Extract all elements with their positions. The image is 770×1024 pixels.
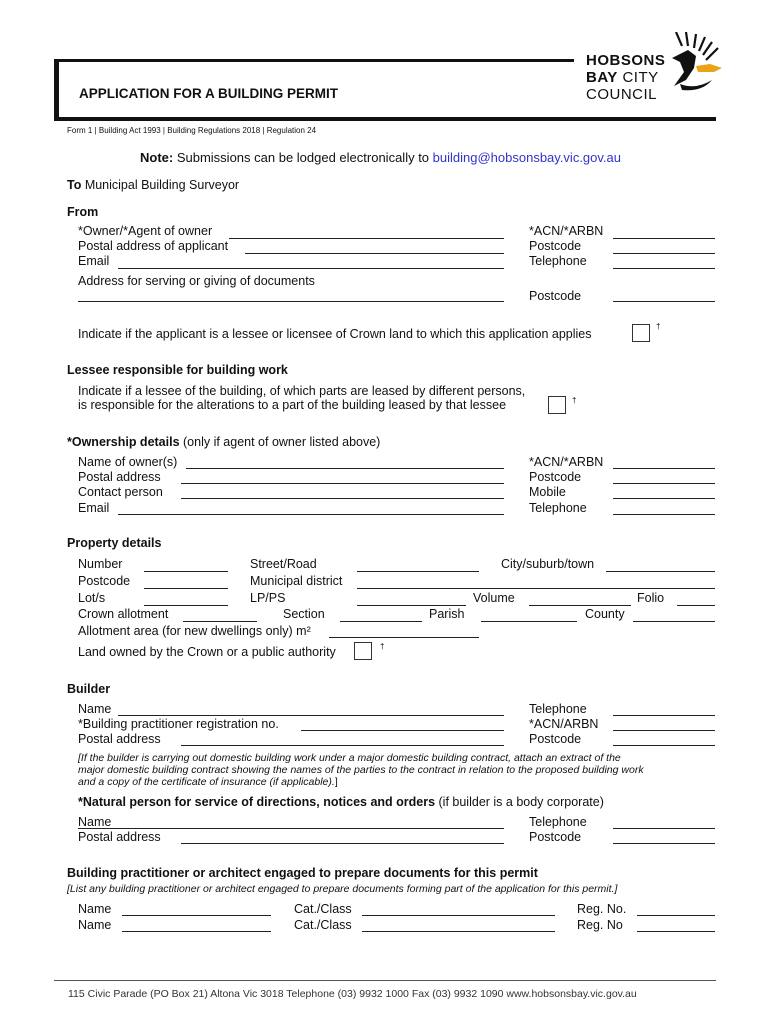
property-crown-field[interactable] [183,621,257,622]
owner-contact-label: Contact person [78,485,163,499]
owner-postcode-field[interactable] [613,483,715,484]
ownership-heading-note: (only if agent of owner listed above) [179,435,381,449]
owner-email-field[interactable] [118,514,504,515]
builder-registration-field[interactable] [301,730,504,731]
builder-name-field[interactable] [118,715,504,716]
practitioner-1-reg-label: Reg. No. [577,902,627,916]
owner-name-label: Name of owner(s) [78,455,178,469]
submission-email-link[interactable]: building@hobsonsbay.vic.gov.au [432,150,621,165]
applicant-postal-field[interactable] [245,253,504,254]
builder-postal-label: Postal address [78,732,161,746]
property-folio-field[interactable] [677,605,715,606]
logo-text-bay: BAY [586,69,618,86]
practitioner-1-class-field[interactable] [362,915,555,916]
owner-mobile-field[interactable] [613,498,715,499]
property-volume-label: Volume [473,591,515,605]
logo-text-city: CITY [622,69,659,86]
practitioner-1-class-label: Cat./Class [294,902,352,916]
property-number-label: Number [78,557,123,571]
logo-text-hobsons: HOBSONS [586,52,666,69]
property-lots-field[interactable] [144,605,228,606]
owner-postcode-label: Postcode [529,470,582,484]
submission-note [140,150,621,165]
owner-telephone-field[interactable] [613,514,715,515]
serving-postcode-field[interactable] [613,301,715,302]
footer-divider [54,980,716,981]
lessee-checkbox[interactable] [548,396,566,414]
property-folio-label: Folio [637,591,665,605]
property-number-field[interactable] [144,571,228,572]
owner-mobile-label: Mobile [529,485,566,499]
applicant-acn-field[interactable] [613,238,715,239]
property-lots-label: Lot/s [78,591,106,605]
property-postcode-label: Postcode [78,574,131,588]
owner-agent-label: *Owner/*Agent of owner [78,224,213,238]
natural-person-title: *Natural person for service of directions, notices and orders [78,795,436,809]
property-parish-field[interactable] [481,621,577,622]
practitioner-2-class-field[interactable] [362,931,555,932]
practitioner-1-name-label: Name [78,902,112,916]
property-heading: Property details [67,536,162,550]
property-postcode-field[interactable] [144,588,228,589]
property-lpps-label: LP/PS [250,591,286,605]
natural-name-field[interactable] [78,828,504,829]
property-lpps-field[interactable] [357,605,466,606]
ownership-heading-title: *Ownership details [67,435,180,449]
practitioner-note: [List any building practitioner or architect engaged to prepare documents forming part of the application for this permit.] [67,883,618,895]
owner-postal-field[interactable] [181,483,504,484]
crown-authority-dagger: † [380,642,385,651]
owner-postal-label: Postal address [78,470,161,484]
practitioner-heading: Building practitioner or architect engaged to prepare documents for this permit [67,866,538,880]
property-county-label: County [585,607,625,621]
owner-agent-field[interactable] [229,238,504,239]
natural-postcode-field[interactable] [613,843,715,844]
applicant-email-field[interactable] [118,268,504,269]
applicant-postcode-label: Postcode [529,239,582,253]
practitioner-2-class-label: Cat./Class [294,918,352,932]
natural-person-note: (if builder is a body corporate) [435,795,604,809]
builder-registration-label: *Building practitioner registration no. [78,717,279,731]
applicant-postcode-field[interactable] [613,253,715,254]
property-street-field[interactable] [357,571,479,572]
natural-telephone-label: Telephone [529,815,587,829]
council-logo [586,50,746,106]
owner-email-label: Email [78,501,110,515]
owner-contact-field[interactable] [181,498,504,499]
practitioner-1-reg-field[interactable] [637,915,715,916]
lessee-heading: Lessee responsible for building work [67,363,288,377]
header-frame [54,59,59,121]
builder-postcode-label: Postcode [529,732,582,746]
owner-telephone-label: Telephone [529,501,587,515]
lessee-line-1: Indicate if a lessee of the building, of which parts are leased by different persons, [78,384,526,398]
builder-note-line-3-bracket: ] [334,776,338,788]
applicant-telephone-label: Telephone [529,254,587,268]
header-frame-bottom [54,117,716,121]
serving-postcode-label: Postcode [529,289,582,303]
crown-authority-checkbox[interactable] [354,642,372,660]
natural-postal-field[interactable] [181,843,504,844]
builder-acn-label: *ACN/ARBN [529,717,599,731]
property-city-label: City/suburb/town [501,557,595,571]
serving-address-label: Address for serving or giving of documents [78,274,315,288]
owner-acn-field[interactable] [613,468,715,469]
builder-name-label: Name [78,702,112,716]
practitioner-1-name-field[interactable] [122,915,271,916]
natural-person-heading [78,795,604,809]
property-district-field[interactable] [357,588,715,589]
builder-note-line-1: [If the builder is carrying out domestic building work under a major domestic building contract, attach an extract of the [78,752,621,764]
practitioner-2-reg-field[interactable] [637,931,715,932]
builder-postal-field[interactable] [181,745,504,746]
note-text: Submissions can be lodged electronically to [173,150,433,165]
lessee-line-2: is responsible for the alterations to a part of the building leased by that lessee [78,398,507,412]
property-volume-field[interactable] [529,605,631,606]
builder-telephone-field[interactable] [613,715,715,716]
applicant-email-label: Email [78,254,110,268]
builder-note-line-3 [78,776,338,788]
applicant-postal-label: Postal address of applicant [78,239,229,253]
serving-address-field[interactable] [78,301,504,302]
ownership-heading [67,435,380,449]
property-city-field[interactable] [606,571,715,572]
header-frame-top [54,59,574,62]
applicant-telephone-field[interactable] [613,268,715,269]
builder-telephone-label: Telephone [529,702,587,716]
lessee-dagger: † [572,396,577,405]
practitioner-2-name-field[interactable] [122,931,271,932]
form-reference: Form 1 | Building Act 1993 | Building Regulations 2018 | Regulation 24 [67,126,317,135]
from-heading: From [67,205,99,219]
to-line [67,178,239,192]
property-parish-label: Parish [429,607,465,621]
owner-name-field[interactable] [186,468,504,469]
builder-note-line-2: major domestic building contract showing the names of the parties to the contract in relation to the proposed building work [78,764,644,776]
bird-logo-icon [666,32,746,102]
crown-authority-label: Land owned by the Crown or a public authority [78,645,336,659]
property-crown-label: Crown allotment [78,607,169,621]
practitioner-2-name-label: Name [78,918,112,932]
to-label: To [67,178,82,192]
applicant-acn-label: *ACN/*ARBN [529,224,604,238]
crown-lessee-checkbox[interactable] [632,324,650,342]
property-district-label: Municipal district [250,574,343,588]
logo-text-bay-city [586,69,659,86]
owner-acn-label: *ACN/*ARBN [529,455,604,469]
crown-lessee-dagger: † [656,322,661,331]
natural-telephone-field[interactable] [613,828,715,829]
practitioner-2-reg-label: Reg. No [577,918,623,932]
builder-note-line-3-text: and a copy of the certificate of insurance (if applicable). [78,776,335,788]
property-street-label: Street/Road [250,557,317,571]
property-area-field[interactable] [329,637,479,638]
builder-postcode-field[interactable] [613,745,715,746]
to-text: Municipal Building Surveyor [81,178,240,192]
natural-postcode-label: Postcode [529,830,582,844]
crown-lessee-label: Indicate if the applicant is a lessee or licensee of Crown land to which this application applies [78,327,592,341]
footer-contact: 115 Civic Parade (PO Box 21) Altona Vic 3018 Telephone (03) 9932 1000 Fax (03) 9932 1090 www.hobsonsbay.vic.gov.au [68,988,637,1000]
property-area-label: Allotment area (for new dwellings only) m² [78,624,311,638]
note-label: Note: [140,150,174,165]
natural-postal-label: Postal address [78,830,161,844]
builder-heading: Builder [67,682,111,696]
logo-text-council: COUNCIL [586,86,658,103]
page-title: APPLICATION FOR A BUILDING PERMIT [79,86,338,101]
property-section-field[interactable] [340,621,422,622]
natural-name-label: Name [78,815,112,829]
property-county-field[interactable] [633,621,715,622]
property-section-label: Section [283,607,325,621]
builder-acn-field[interactable] [613,730,715,731]
